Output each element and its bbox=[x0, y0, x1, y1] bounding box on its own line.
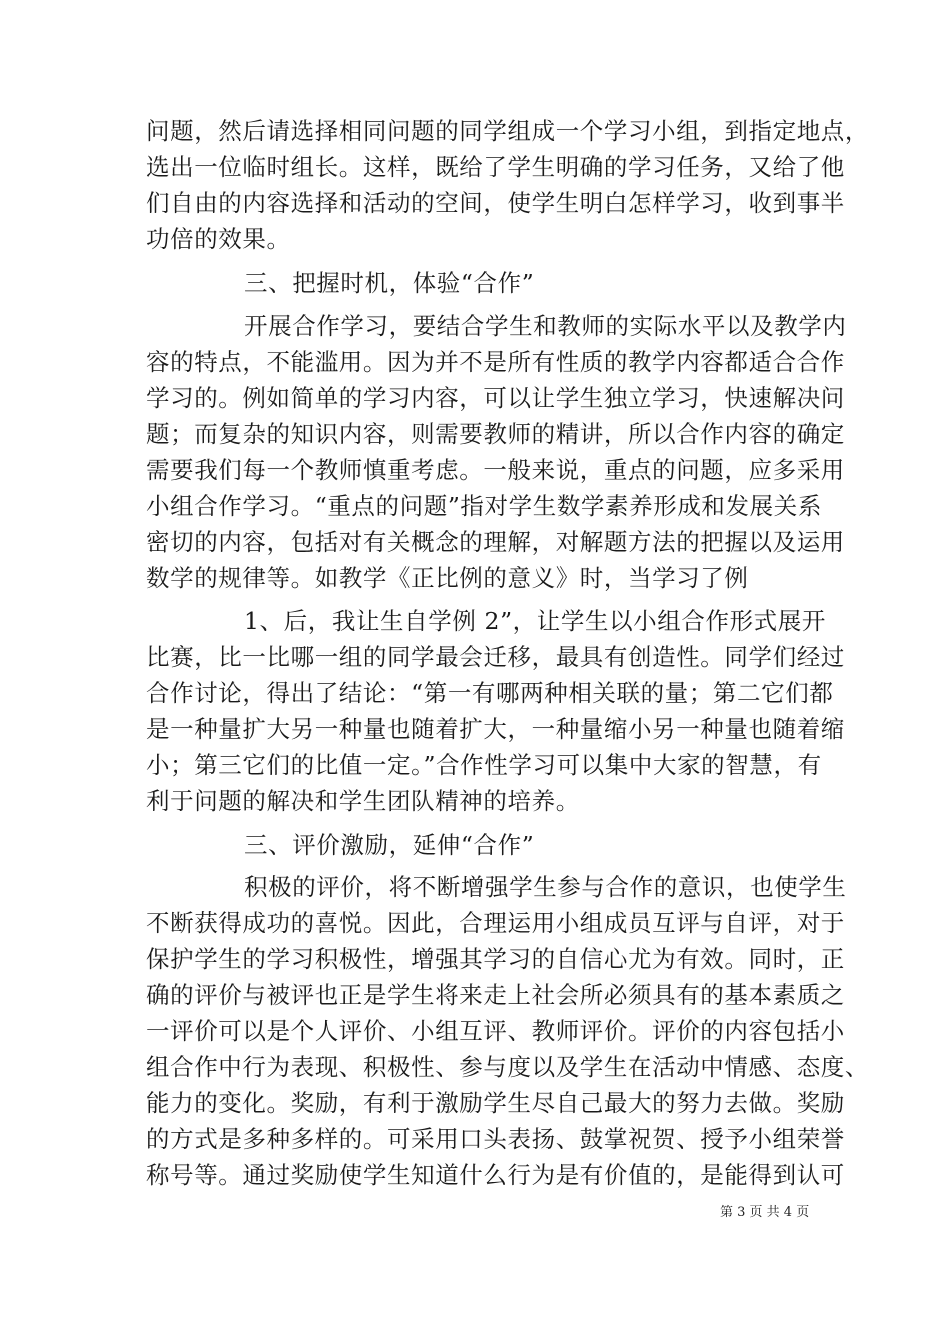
text-line: 能力的变化。奖励，有利于激励学生尽自己最大的努力去做。奖励 bbox=[146, 1089, 845, 1117]
text-line: 小组合作学习。“重点的问题”指对学生数学素养形成和发展关系 bbox=[146, 492, 822, 520]
text-line: 1、后，我让生自学例 2”，让学生以小组合作形式展开 bbox=[244, 607, 826, 635]
text-line: 的方式是多种多样的。可采用口头表扬、鼓掌祝贺、授予小组荣誉 bbox=[146, 1125, 845, 1153]
text-line: 选出一位临时组长。这样，既给了学生明确的学习任务，又给了他 bbox=[146, 153, 845, 181]
text-line: 问题，然后请选择相同问题的同学组成一个学习小组，到指定地点， bbox=[146, 117, 869, 145]
text-line: 学习的。例如简单的学习内容，可以让学生独立学习，快速解决问 bbox=[146, 384, 845, 412]
text-line: 密切的内容，包括对有关概念的理解，对解题方法的把握以及运用 bbox=[146, 528, 845, 556]
text-line: 利于问题的解决和学生团队精神的培养。 bbox=[146, 787, 580, 815]
text-line: 确的评价与被评也正是学生将来走上社会所必须具有的基本素质之 bbox=[146, 981, 845, 1009]
section-heading: 三、评价激励，延伸“合作” bbox=[244, 831, 535, 859]
text-line: 不断获得成功的喜悦。因此，合理运用小组成员互评与自评，对于 bbox=[146, 909, 845, 937]
text-line: 组合作中行为表现、积极性、参与度以及学生在活动中情感、态度、 bbox=[146, 1053, 869, 1081]
page-number: 第 3 页 共 4 页 bbox=[720, 1205, 810, 1220]
text-line: 积极的评价，将不断增强学生参与合作的意识，也使学生 bbox=[244, 873, 847, 901]
text-line: 功倍的效果。 bbox=[146, 225, 291, 253]
text-line: 开展合作学习，要结合学生和教师的实际水平以及教学内 bbox=[244, 312, 847, 340]
text-line: 合作讨论，得出了结论：“第一有哪两种相关联的量；第二它们都 bbox=[146, 679, 834, 707]
text-line: 数学的规律等。如教学《正比例的意义》时，当学习了例 bbox=[146, 564, 749, 592]
section-heading: 三、把握时机，体验“合作” bbox=[244, 269, 535, 297]
text-line: 比赛，比一比哪一组的同学最会迁移，最具有创造性。同学们经过 bbox=[146, 643, 845, 671]
text-line: 是一种量扩大另一种量也随着扩大，一种量缩小另一种量也随着缩 bbox=[146, 715, 845, 743]
text-line: 小；第三它们的比值一定。”合作性学习可以集中大家的智慧，有 bbox=[146, 751, 822, 779]
text-line: 称号等。通过奖励使学生知道什么行为是有价值的，是能得到认可 bbox=[146, 1161, 845, 1189]
text-line: 需要我们每一个教师慎重考虑。一般来说，重点的问题，应多采用 bbox=[146, 456, 845, 484]
text-line: 们自由的内容选择和活动的空间，使学生明白怎样学习，收到事半 bbox=[146, 189, 845, 217]
text-line: 题；而复杂的知识内容，则需要教师的精讲，所以合作内容的确定 bbox=[146, 420, 845, 448]
text-line: 容的特点，不能滥用。因为并不是所有性质的教学内容都适合合作 bbox=[146, 348, 845, 376]
text-line: 一评价可以是个人评价、小组互评、教师评价。评价的内容包括小 bbox=[146, 1017, 845, 1045]
text-line: 保护学生的学习积极性，增强其学习的自信心尤为有效。同时，正 bbox=[146, 945, 845, 973]
